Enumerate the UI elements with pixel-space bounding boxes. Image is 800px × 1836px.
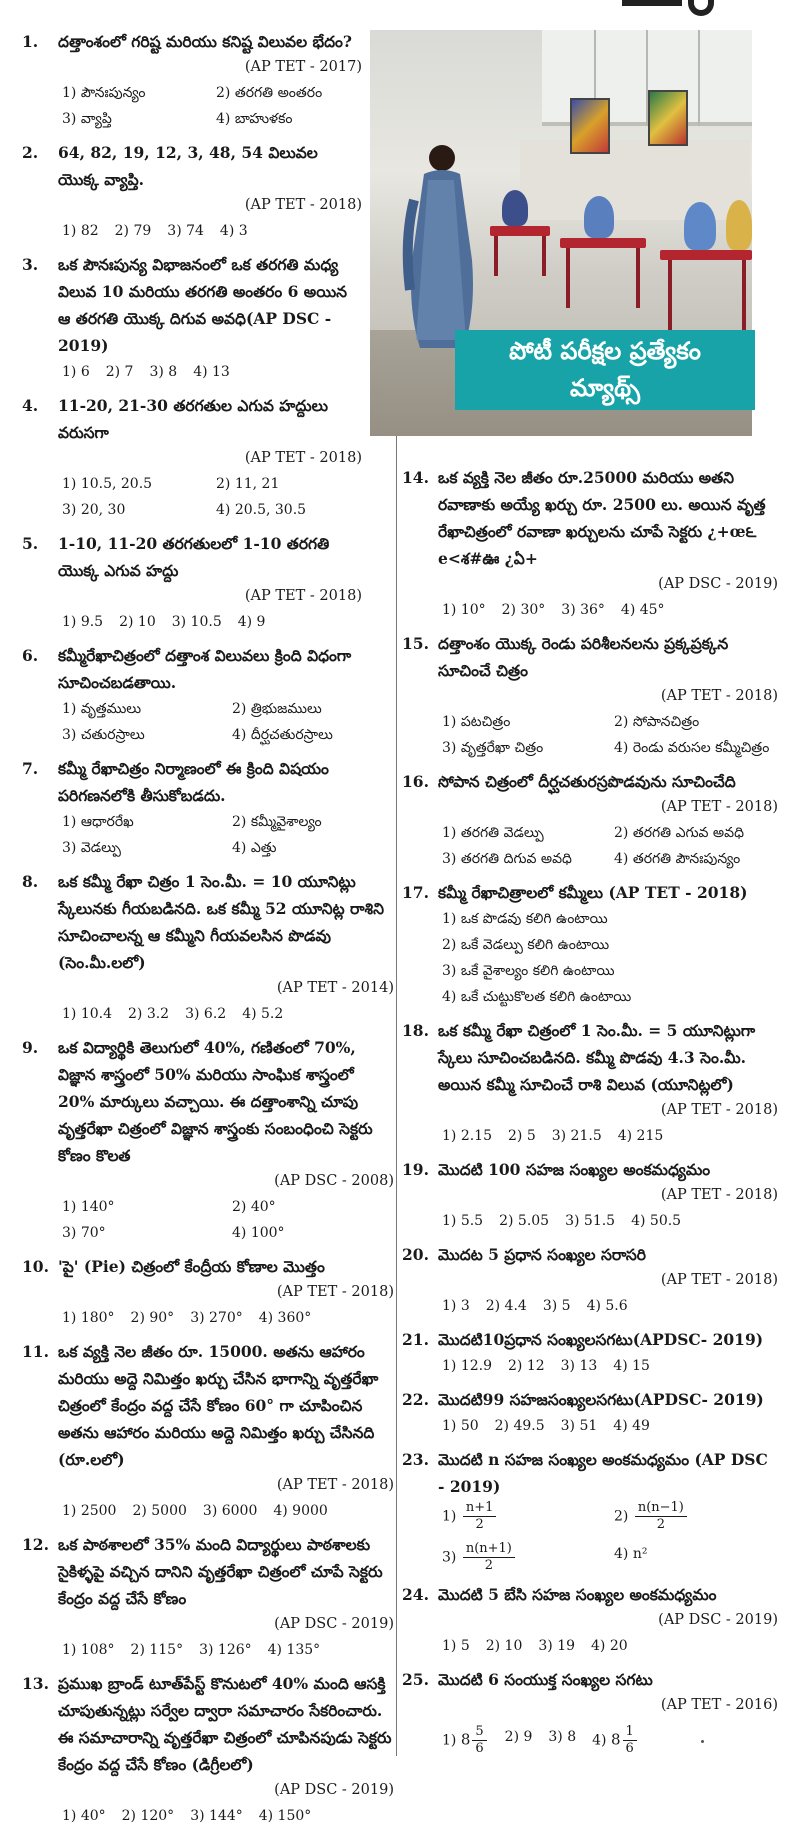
option-4: 4) 135°	[267, 1642, 321, 1658]
question-stem	[402, 1446, 778, 1500]
question-number: 23.	[402, 1450, 429, 1469]
exam-reference: (AP DSC - 2019)	[274, 1782, 394, 1798]
option-2: 2) 79	[114, 223, 152, 239]
option-3: 3) 51.5	[565, 1213, 616, 1229]
question-item	[22, 392, 362, 523]
option-3: 3) వెడల్పు	[62, 840, 121, 856]
option-1: 1) 10.4	[62, 1006, 112, 1022]
options	[22, 1001, 394, 1027]
options	[22, 1194, 394, 1246]
question-number: 21.	[402, 1330, 429, 1349]
question-item	[402, 1241, 778, 1319]
question-stem	[402, 768, 778, 795]
exam-reference: (AP TET - 2018)	[276, 1284, 394, 1300]
exam-reference: (AP TET - 2018)	[660, 1102, 778, 1118]
option-4: 4) 13	[193, 364, 230, 380]
options	[22, 696, 394, 748]
option-3: 3) 126°	[199, 1642, 252, 1658]
question-number: 5.	[22, 534, 39, 553]
question-number: 24.	[402, 1585, 429, 1604]
options	[22, 809, 394, 861]
question-number: 3.	[22, 255, 39, 274]
option-4: 4) 5.2	[242, 1006, 284, 1022]
option-3: 3) 36°	[561, 602, 605, 618]
option-4: 4) 3	[219, 223, 248, 239]
wall	[520, 140, 750, 220]
exam-reference: (AP TET - 2017)	[244, 59, 362, 75]
option-3: 3) 10.5	[171, 614, 222, 630]
options	[402, 820, 778, 872]
masthead-bar	[622, 0, 682, 6]
option-1: 1) 108°	[62, 1642, 115, 1658]
options	[402, 709, 778, 761]
option-4: 4) ఒకే చుట్టుకొలత కలిగి ఉంటాయి	[442, 989, 632, 1005]
option-4: 4) 20	[591, 1638, 628, 1654]
option-2: 2) 5000	[132, 1503, 187, 1519]
question-text: ఒక విద్యార్థికి తెలుగులో 40%, గణితంలో 70%, విజ్ఞాన శాస్త్రంలో 50% మరియు సాంఘిక శాస్త్రంలో 20% మార్కులు వచ్చాయి. ఈ దత్తాంశాన్ని చూపు వృత్తరేఖా చిత్రంలో విజ్ఞాన శాస్త్రంకు సంబంధించి సెక్టరు కోణం కొలత	[58, 1038, 373, 1165]
question-text: కమ్మీ రేఖాచిత్రాలలో కమ్మీలు (AP TET - 2018)	[438, 883, 748, 902]
question-item	[22, 530, 362, 635]
right-column	[402, 464, 778, 1764]
option-1: 1) పటచిత్రం	[442, 714, 511, 730]
option-2: 2) తరగతి ఎగువ అవధి	[614, 825, 744, 841]
banner-line-1: పోటీ పరీక్షల ప్రత్యేకం	[509, 337, 701, 365]
question-number: 4.	[22, 396, 39, 415]
option-2: 2) తరగతి అంతరం	[216, 85, 323, 101]
question-text: ప్రముఖ బ్రాండ్ టూత్‌పేస్ట్ కొనుటలో 40% మంది ఆసక్తి చూపుతున్నట్లు సర్వేల ద్వారా సమాచారం సేకరించారు. ఈ సమాచారాన్ని వృత్తరేఖా చిత్రంలో చూపినపుడు సెక్టరు కేంద్రం వద్ద చేసే కోణం (డిగ్రీలలో)	[58, 1674, 392, 1774]
options	[22, 609, 362, 635]
options	[402, 1413, 778, 1439]
option-2: 2) 5	[508, 1128, 536, 1144]
option-2: 2) 11, 21	[216, 476, 280, 492]
question-number: 18.	[402, 1021, 429, 1040]
option-1: 1) 82	[62, 223, 99, 239]
options	[402, 1208, 778, 1234]
question-text: ఒక కమ్మీ రేఖా చిత్రం 1 సెం.మీ. = 10 యూనిట్లు స్కేలునకు గీయబడినది. ఒక కమ్మీ 52 యూనిట్ల రాశిని సూచించాలన్న ఆ కమ్మీని గీయవలసిన పొడవు (సెం.మీ.లలో)	[58, 872, 384, 972]
question-text: దత్తాంశంలో గరిష్ట మరియు కనిష్ట విలువల భేదం?	[58, 32, 352, 51]
option-4: 4) 20.5, 30.5	[216, 502, 307, 518]
options	[22, 80, 362, 132]
question-text: ఒక వ్యక్తి నెల జీతం రూ. 15000. అతను ఆహారం మరియు అద్దె నిమిత్తం ఖర్చు చేసిన భాగాన్ని వృత్తరేఖా చిత్రంలో కేంద్రం వద్ద చేసే కోణం 60° గా చూపించిన అతను ఆహారం మరియు అద్దె నిమిత్తం ఖర్చు చేసినది (రూ.లలో)	[58, 1342, 379, 1469]
question-number: 19.	[402, 1160, 429, 1179]
option-2: 2) 7	[105, 364, 134, 380]
question-item	[402, 1156, 778, 1234]
option-1: 1) 5.5	[442, 1213, 484, 1229]
left-column	[22, 28, 394, 1836]
option-2: 2) 49.5	[494, 1418, 545, 1434]
options	[22, 359, 362, 385]
exam-reference: (AP TET - 2018)	[660, 1272, 778, 1288]
question-text: 64, 82, 19, 12, 3, 48, 54 విలువల యొక్క వ్యాప్తి.	[58, 143, 318, 189]
option-1: 1) 2500	[62, 1503, 117, 1519]
option-3: 3) 74	[167, 223, 204, 239]
option-1: 1) 5	[442, 1638, 470, 1654]
question-text: దత్తాంశం యొక్క రెండు పరిశీలనలను ప్రక్కప్రక్కన సూచించే చిత్రం	[438, 634, 729, 680]
exam-reference: (AP TET - 2018)	[660, 688, 778, 704]
option-2: 2) 10	[485, 1638, 523, 1654]
option-1: 1) ఒక పొడవు కలిగి ఉంటాయి	[442, 911, 608, 927]
question-text: కమ్మీరేఖాచిత్రంలో దత్తాంశ విలువలు క్రింది విధంగా సూచించబడతాయి.	[58, 646, 352, 692]
option-3: 3) $\frac{n(n+1)}{2}$	[442, 1541, 606, 1574]
question-stem	[22, 530, 362, 584]
question-number: 25.	[402, 1670, 429, 1689]
option-4: 4) 8 $\frac{1}{6}$	[592, 1724, 639, 1757]
exam-reference: (AP TET - 2014)	[276, 980, 394, 996]
question-number: 16.	[402, 772, 429, 791]
question-number: 11.	[22, 1342, 49, 1361]
page-dot	[701, 1740, 704, 1743]
option-2: 2) 12	[508, 1358, 545, 1374]
option-2: 2) $\frac{n(n-1)}{2}$	[614, 1500, 778, 1533]
question-number: 17.	[402, 883, 429, 902]
exam-reference: (AP TET - 2018)	[660, 1187, 778, 1203]
option-4: 4) 100°	[232, 1225, 285, 1241]
option-1: 1) 50	[442, 1418, 479, 1434]
option-1: 1) పౌనఃపున్యం	[62, 85, 146, 101]
options	[402, 1123, 778, 1149]
exam-reference: (AP TET - 2018)	[660, 799, 778, 815]
exam-reference: (AP DSC - 2008)	[274, 1173, 394, 1189]
question-number: 15.	[402, 634, 429, 653]
option-4: 4) 9000	[273, 1503, 328, 1519]
option-4: 4) 50.5	[631, 1213, 682, 1229]
question-number: 13.	[22, 1674, 49, 1693]
poster-right	[648, 90, 688, 146]
question-item	[22, 139, 362, 244]
options	[402, 1500, 778, 1574]
option-1: 1) వృత్తములు	[62, 701, 142, 717]
options	[402, 906, 778, 1010]
options	[402, 1353, 778, 1379]
option-2: 2) కమ్మీవైశాల్యం	[232, 814, 322, 830]
option-2: 2) ఒకే వెడల్పు కలిగి ఉంటాయి	[442, 937, 610, 953]
options	[22, 1637, 394, 1663]
question-stem	[402, 1156, 778, 1183]
option-1: 1) 140°	[62, 1199, 115, 1215]
question-item	[22, 28, 362, 132]
options	[402, 1633, 778, 1659]
question-stem	[22, 251, 362, 359]
question-item	[402, 1666, 778, 1757]
question-text: మొదటి 5 బేసి సహజ సంఖ్యల అంకమధ్యమం	[438, 1585, 717, 1604]
option-3: 3) 8	[149, 364, 178, 380]
exam-reference: (AP DSC - 2019)	[658, 576, 778, 592]
option-3: 3) 6000	[202, 1503, 258, 1519]
masthead-fragment	[0, 0, 800, 16]
option-4: 4) బాహుళకం	[216, 111, 293, 127]
option-2: 2) 9	[504, 1729, 533, 1745]
option-3: 3) 13	[560, 1358, 598, 1374]
question-number: 2.	[22, 143, 39, 162]
question-text: 11-20, 21-30 తరగతుల ఎగువ హద్దులు వరుసగా	[58, 396, 328, 442]
option-2: 2) 120°	[121, 1808, 175, 1824]
option-4: 4) 45°	[620, 602, 665, 618]
option-2: 2) సోపానచిత్రం	[614, 714, 700, 730]
options	[402, 1724, 778, 1757]
question-item	[22, 1338, 394, 1524]
poster-left	[570, 98, 610, 154]
question-item	[22, 1253, 394, 1331]
option-4: 4) 15	[613, 1358, 650, 1374]
question-item	[22, 642, 394, 748]
option-4: 4) తరగతి పౌనఃపున్యం	[614, 851, 741, 867]
option-3: 3) ఒకే వైశాల్యం కలిగి ఉంటాయి	[442, 963, 615, 979]
question-stem	[402, 1326, 778, 1353]
question-text: ఒక వ్యక్తి నెల జీతం రూ.25000 మరియు అతని రవాణాకు అయ్యే ఖర్చు రూ. 2500 లు. అయిన వృత్త రేఖాచిత్రంలో రవాణా ఖర్చులను చూపే సెక్టరు ¿+œ౬ e<శ#ఊ ¿ఏ+	[438, 468, 766, 568]
option-1: 1) 10.5, 20.5	[62, 476, 153, 492]
question-text: 1-10, 11-20 తరగతులలో 1-10 తరగతి యొక్క ఎగువ హద్దు	[58, 534, 330, 580]
exam-reference: (AP TET - 2018)	[244, 197, 362, 213]
option-4: 4) 9	[237, 614, 266, 630]
question-number: 6.	[22, 646, 39, 665]
question-item	[402, 1326, 778, 1379]
option-1: 1) 3	[442, 1298, 470, 1314]
question-item	[22, 1531, 394, 1663]
option-2: 2) త్రిభుజములు	[232, 701, 322, 717]
question-item	[402, 1386, 778, 1439]
question-item	[22, 251, 362, 385]
question-item	[402, 464, 778, 623]
question-stem	[22, 1531, 394, 1612]
options	[22, 471, 362, 523]
option-4: 4) ఎత్తు	[232, 840, 277, 856]
option-1: 1) $\frac{n+1}{2}$	[442, 1500, 606, 1533]
question-stem	[22, 1034, 394, 1169]
option-1: 1) ఆధారరేఖ	[62, 814, 134, 830]
option-2: 2) 90°	[130, 1310, 175, 1326]
question-number: 10.	[22, 1257, 49, 1276]
question-stem	[22, 392, 362, 446]
option-4: 4) n²	[614, 1546, 648, 1562]
question-number: 9.	[22, 1038, 39, 1057]
question-text: మొదటి 100 సహజ సంఖ్యల అంకమధ్యమం	[438, 1160, 711, 1179]
option-1: 1) 9.5	[62, 614, 104, 630]
option-2: 2) 30°	[501, 602, 546, 618]
options	[402, 1293, 778, 1319]
option-4: 4) 150°	[258, 1808, 312, 1824]
question-item	[402, 879, 778, 1010]
option-4: 4) దీర్ఘచతురస్రాలు	[232, 727, 333, 743]
question-stem	[22, 1253, 394, 1280]
exam-reference: (AP TET - 2016)	[660, 1697, 778, 1713]
option-3: 3) 5	[542, 1298, 571, 1314]
option-3: 3) 6.2	[185, 1006, 227, 1022]
question-stem	[402, 630, 778, 684]
options	[22, 1498, 394, 1524]
exam-reference: (AP DSC - 2019)	[274, 1616, 394, 1632]
exam-reference: (AP TET - 2018)	[244, 588, 362, 604]
question-stem	[22, 868, 394, 976]
question-stem	[22, 139, 362, 193]
option-2: 2) 4.4	[485, 1298, 527, 1314]
question-stem	[22, 28, 362, 55]
question-text: మొదటి99 సహజసంఖ్యలసగటు(APDSC- 2019)	[438, 1390, 764, 1409]
question-item	[402, 1581, 778, 1659]
question-stem	[402, 879, 778, 906]
masthead-glyph	[688, 0, 714, 16]
option-4: 4) 215	[617, 1128, 664, 1144]
option-1: 1) 180°	[62, 1310, 115, 1326]
question-stem	[402, 1017, 778, 1098]
option-4: 4) 49	[613, 1418, 650, 1434]
question-stem	[22, 1670, 394, 1778]
question-text: మొదట 5 ప్రధాన సంఖ్యల సరాసరి	[438, 1245, 646, 1264]
question-stem	[22, 642, 394, 696]
option-1: 1) 12.9	[442, 1358, 492, 1374]
option-4: 4) రెండు వరుసల కమ్మీచిత్రం	[614, 740, 770, 756]
teacher-figure	[394, 140, 484, 350]
question-number: 1.	[22, 32, 39, 51]
option-1: 1) 2.15	[442, 1128, 492, 1144]
question-stem	[22, 755, 394, 809]
question-text: 'పై' (Pie) చిత్రంలో కేంద్రీయ కోణాల మొత్తం	[58, 1257, 325, 1276]
option-3: 3) 21.5	[551, 1128, 602, 1144]
question-number: 12.	[22, 1535, 49, 1554]
option-3: 3) 20, 30	[62, 502, 126, 518]
option-3: 3) 144°	[190, 1808, 243, 1824]
option-3: 3) 51	[560, 1418, 598, 1434]
options	[402, 597, 778, 623]
question-item	[402, 1446, 778, 1574]
question-text: ఒక కమ్మీ రేఖా చిత్రంలో 1 సెం.మీ. = 5 యూనిట్లుగా స్కేలు సూచించబడినది. కమ్మీ పొడవు 4.3 సెం.మీ. అయిన కమ్మీ సూచించే రాశి విలువ (యూనిట్లలో)	[438, 1021, 756, 1094]
options	[22, 1305, 394, 1331]
option-1: 1) 40°	[62, 1808, 106, 1824]
option-2: 2) 5.05	[499, 1213, 550, 1229]
question-item	[402, 1017, 778, 1149]
question-item	[22, 1034, 394, 1246]
question-item	[402, 630, 778, 761]
option-3: 3) వ్యాప్తి	[62, 111, 112, 127]
question-text: ఒక పాఠశాలలో 35% మంది విద్యార్థులు పాఠశాలకు సైకిళ్ళపై వచ్చిన దానిని వృత్తరేఖా చిత్రంలో చూపే సెక్టరు కేంద్రం వద్ద చేసే కోణం	[58, 1535, 383, 1608]
option-2: 2) 115°	[130, 1642, 184, 1658]
option-3: 3) 19	[538, 1638, 576, 1654]
option-1: 1) 6	[62, 364, 90, 380]
question-item	[22, 755, 394, 861]
options	[22, 218, 362, 244]
question-stem	[22, 1338, 394, 1473]
exam-reference: (AP TET - 2018)	[276, 1477, 394, 1493]
question-text: సోపాన చిత్రంలో దీర్ఘచతురస్రపొడవును సూచించేది	[438, 772, 736, 791]
question-stem	[402, 1241, 778, 1268]
question-number: 14.	[402, 468, 429, 487]
option-1: 1) తరగతి వెడల్పు	[442, 825, 544, 841]
question-text: మొదటి n సహజ సంఖ్యల అంకమధ్యమం (AP DSC - 2019)	[438, 1450, 768, 1496]
option-3: 3) 70°	[62, 1225, 106, 1241]
question-text: మొదటి10ప్రధాన సంఖ్యలసగటు(APDSC- 2019)	[438, 1330, 764, 1349]
option-2: 2) 10	[119, 614, 156, 630]
option-1: 1) 10°	[442, 602, 486, 618]
question-item	[22, 868, 394, 1027]
question-number: 8.	[22, 872, 39, 891]
section-banner	[455, 330, 755, 410]
option-3: 3) వృత్తరేఖా చిత్రం	[442, 740, 544, 756]
question-text: కమ్మీ రేఖాచిత్రం నిర్మాణంలో ఈ క్రింది విషయం పరిగణనలోకి తీసుకోబడదు.	[58, 759, 329, 805]
question-item	[22, 1670, 394, 1829]
question-text: మొదటి 6 సంయుక్త సంఖ్యల సగటు	[438, 1670, 653, 1689]
question-stem	[402, 464, 778, 572]
option-4: 4) 5.6	[586, 1298, 628, 1314]
option-3: 3) చతురస్రాలు	[62, 727, 145, 743]
question-number: 20.	[402, 1245, 429, 1264]
option-3: 3) 8	[548, 1729, 577, 1745]
question-stem	[402, 1386, 778, 1413]
exam-reference: (AP TET - 2018)	[244, 450, 362, 466]
question-item	[402, 768, 778, 872]
question-stem	[402, 1581, 778, 1608]
banner-line-2: మ్యాథ్స్	[569, 374, 640, 402]
question-number: 22.	[402, 1390, 429, 1409]
question-number: 7.	[22, 759, 39, 778]
question-stem	[402, 1666, 778, 1693]
option-3: 3) తరగతి దిగువ అవధి	[442, 851, 572, 867]
exam-reference: (AP DSC - 2019)	[658, 1612, 778, 1628]
option-4: 4) 360°	[258, 1310, 312, 1326]
options	[22, 1803, 394, 1829]
option-2: 2) 40°	[232, 1199, 276, 1215]
option-2: 2) 3.2	[128, 1006, 170, 1022]
option-1: 1) 8 $\frac{5}{6}$	[442, 1724, 489, 1757]
question-text: ఒక పౌనఃపున్య విభాజనంలో ఒక తరగతి మధ్య విలువ 10 మరియు తరగతి అంతరం 6 అయిన ఆ తరగతి యొక్క దిగువ అవధి(AP DSC - 2019)	[58, 255, 348, 355]
option-3: 3) 270°	[190, 1310, 243, 1326]
